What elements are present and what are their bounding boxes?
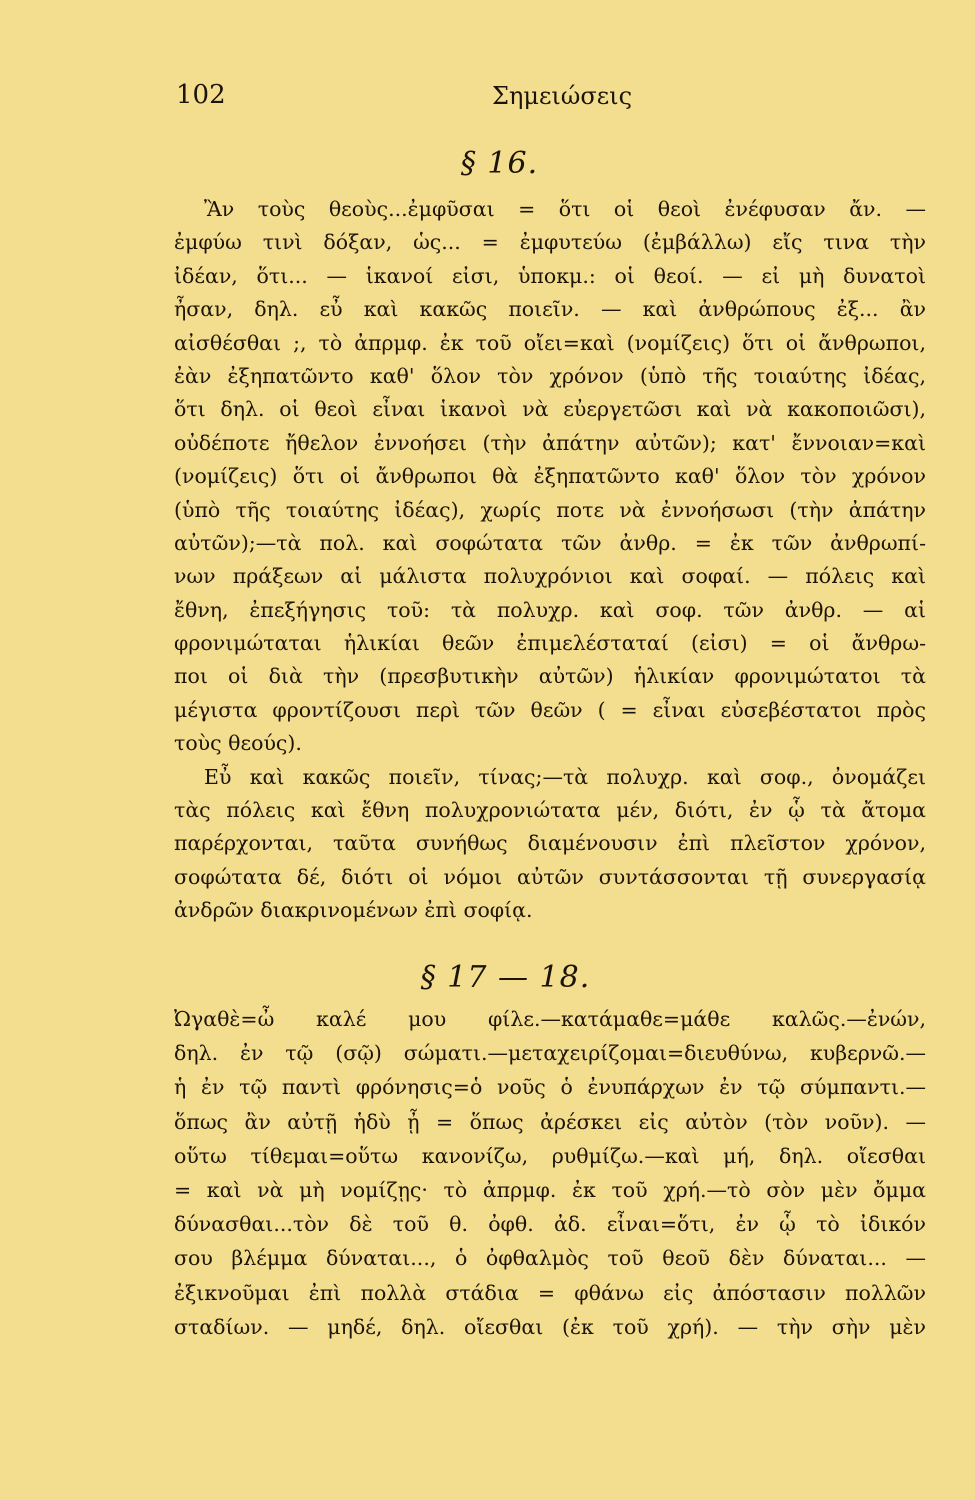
- text-line: ἐὰν ἐξηπατῶντο καθ' ὅλον τὸν χρόνον (ὑπὸ τῆς τοιαύτης ἰδέας,: [174, 363, 926, 388]
- text-line: μέγιστα φροντίζουσι περὶ τῶν θεῶν ( = εἶναι εὐσεβέστατοι πρὸς: [174, 697, 926, 722]
- text-line: οὐδέποτε ἤθελον ἐννοήσει (τὴν ἀπάτην αὐτῶν); κατ' ἔννοιαν=καὶ: [174, 430, 926, 455]
- text-line: Ἂν τοὺς θεοὺς...ἐμφῦσαι = ὅτι οἱ θεοὶ ἐνέφυσαν ἄν. —: [204, 197, 926, 221]
- page-number: 102: [176, 80, 226, 110]
- text-line: δηλ. ἐν τῷ (σῷ) σώματι.—μεταχειρίζομαι=διευθύνω, κυβερνῶ.—: [174, 1041, 926, 1066]
- text-line: σταδίων. — μηδέ, δηλ. οἴεσθαι (ἐκ τοῦ χρή). — τὴν σὴν μὲν: [174, 1314, 926, 1339]
- text-line: ἐξικνοῦμαι ἐπὶ πολλὰ στάδια = φθάνω εἰς ἀπόστασιν πολλῶν: [174, 1280, 926, 1305]
- text-line: (ὑπὸ τῆς τοιαύτης ἰδέας), χωρίς ποτε νὰ ἐννοήσωσι (τὴν ἀπάτην: [174, 497, 926, 522]
- text-line: Εὖ καὶ κακῶς ποιεῖν, τίνας;—τὰ πολυχρ. καὶ σοφ., ὀνομάζει: [204, 764, 926, 789]
- text-line: σοφώτατα δέ, διότι οἱ νόμοι αὐτῶν συντάσσονται τῇ συνεργασίᾳ: [174, 864, 926, 889]
- text-line: Ὠγαθὲ=ὦ καλέ μου φίλε.—κατάμαθε=μάθε καλῶς.—ἐνών,: [174, 1007, 926, 1031]
- text-line: ἀνδρῶν διακρινομένων ἐπὶ σοφίᾳ.: [174, 898, 533, 923]
- text-line: τοὺς θεούς).: [174, 731, 302, 756]
- text-line: ἰδέαν, ὅτι... — ἱκανοί εἰσι, ὑποκμ.: οἱ θεοί. — εἰ μὴ δυνατοὶ: [174, 263, 926, 288]
- text-line: φρονιμώταται ἡλικίαι θεῶν ἐπιμελέσταταί (εἰσι) = οἱ ἄνθρω-: [174, 631, 926, 656]
- text-line: ὅπως ἂν αὐτῇ ἡδὺ ᾖ = ὅπως ἀρέσκει εἰς αὐτὸν (τὸν νοῦν). —: [174, 1109, 926, 1134]
- text-line: ἦσαν, δηλ. εὖ καὶ κακῶς ποιεῖν. — καὶ ἀνθρώπους ἐξ... ἂν: [174, 297, 926, 322]
- text-line: ὅτι δηλ. οἱ θεοὶ εἶναι ἱκανοὶ νὰ εὐεργετῶσι καὶ νὰ κακοποιῶσι),: [174, 397, 926, 422]
- section-heading-17-18: § 17 — 18.: [420, 960, 591, 995]
- text-line: αὐτῶν);—τὰ πολ. καὶ σοφώτατα τῶν ἀνθρ. = ἐκ τῶν ἀνθρωπί-: [174, 530, 926, 555]
- text-line: σου βλέμμα δύναται..., ὁ ὀφθαλμὸς τοῦ θεοῦ δὲν δύναται... —: [174, 1246, 926, 1271]
- text-line: οὕτω τίθεμαι=οὕτω κανονίζω, ρυθμίζω.—καὶ μή, δηλ. οἴεσθαι: [174, 1143, 926, 1168]
- section-16-text: [174, 193, 926, 928]
- text-line: (νομίζεις) ὅτι οἱ ἄνθρωποι θὰ ἐξηπατῶντο καθ' ὅλον τὸν χρόνον: [174, 464, 926, 489]
- text-line: = καὶ νὰ μὴ νομίζῃς· τὸ ἀπρμφ. ἐκ τοῦ χρή.—τὸ σὸν μὲν ὄμμα: [174, 1177, 926, 1202]
- text-line: νων πράξεων αἱ μάλιστα πολυχρόνιοι καὶ σοφαί. — πόλεις καὶ: [174, 564, 926, 589]
- text-line: τὰς πόλεις καὶ ἔθνη πολυχρονιώτατα μέν, διότι, ἐν ᾧ τὰ ἄτομα: [174, 798, 926, 823]
- text-line: ἡ ἐν τῷ παντὶ φρόνησις=ὁ νοῦς ὁ ἐνυπάρχων ἐν τῷ σύμπαντι.—: [174, 1075, 926, 1100]
- text-line: παρέρχονται, ταῦτα συνήθως διαμένουσιν ἐπὶ πλεῖστον χρόνον,: [174, 831, 926, 856]
- section-17-18-text: [174, 1002, 926, 1344]
- text-line: αἰσθέσθαι ;, τὸ ἀπρμφ. ἐκ τοῦ οἴει=καὶ (νομίζεις) ὅτι οἱ ἄνθρωποι,: [174, 330, 926, 355]
- running-title: Σημειώσεις: [492, 82, 633, 110]
- text-line: ἐμφύω τινὶ δόξαν, ὡς... = ἐμφυτεύω (ἐμβάλλω) εἴς τινα τὴν: [174, 230, 926, 255]
- section-heading-16: § 16.: [460, 146, 539, 181]
- text-line: ἔθνη, ἐπεξήγησις τοῦ: τὰ πολυχρ. καὶ σοφ. τῶν ἀνθρ. — αἱ: [174, 597, 926, 622]
- text-line: δύνασθαι...τὸν δὲ τοῦ θ. ὀφθ. ἀδ. εἶναι=ὅτι, ἐν ᾧ τὸ ἰδικόν: [174, 1212, 926, 1237]
- text-line: ποι οἱ διὰ τὴν (πρεσβυτικὴν αὐτῶν) ἡλικίαν φρονιμώτατοι τὰ: [174, 664, 926, 689]
